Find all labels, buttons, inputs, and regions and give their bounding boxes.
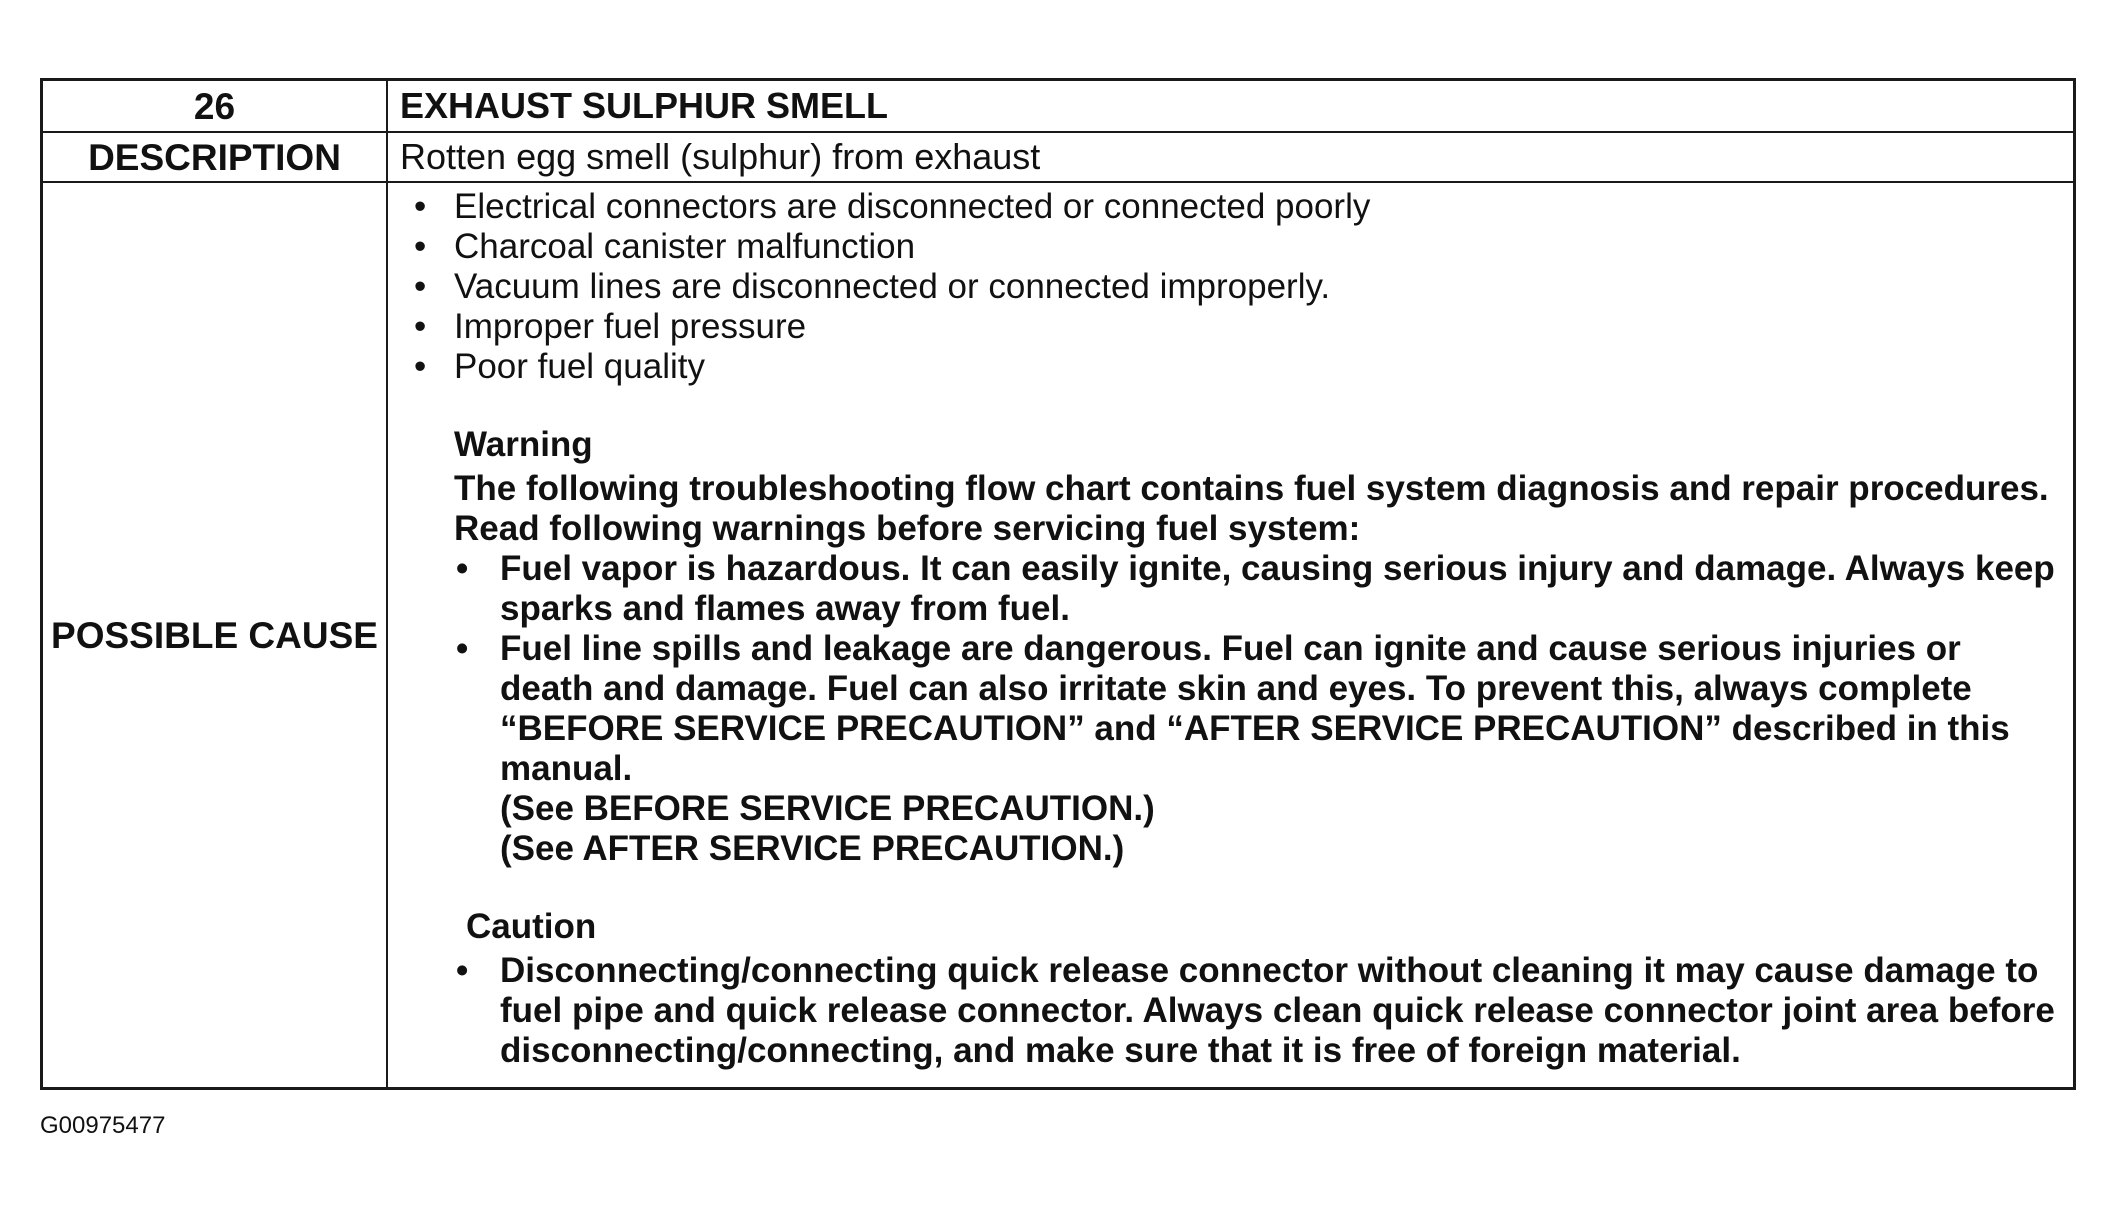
caution-block <box>466 907 2059 1071</box>
caution-item: • Disconnecting/connecting quick release connector without cleaning it may cause damage to fuel pipe and quick release connector. Always clean quick release connector joint area before disconnecting/connecting, and make sure that it is free of foreign material. <box>454 951 2059 1071</box>
caution-list <box>454 951 2059 1071</box>
see-before-reference: (See BEFORE SERVICE PRECAUTION.) <box>500 789 1155 828</box>
warning-list <box>454 549 2059 869</box>
step-number: 26 <box>43 81 387 132</box>
troubleshooting-grid <box>43 81 2073 1087</box>
warning-item: • Fuel vapor is hazardous. It can easily ignite, causing serious injury and damage. Always keep sparks and flames away from fuel. <box>454 549 2059 629</box>
description-row <box>43 132 2073 182</box>
possible-cause-label: POSSIBLE CAUSE <box>43 182 387 1087</box>
cause-item: • Vacuum lines are disconnected or connected improperly. <box>412 267 2059 307</box>
header-row <box>43 81 2073 132</box>
cause-item: • Electrical connectors are disconnected or connected poorly <box>412 187 2059 227</box>
see-after-reference: (See AFTER SERVICE PRECAUTION.) <box>500 829 1125 868</box>
cause-list <box>412 187 2059 387</box>
cause-item: • Improper fuel pressure <box>412 307 2059 347</box>
warning-block <box>454 425 2059 869</box>
warning-intro: The following troubleshooting flow chart contains fuel system diagnosis and repair procedures. Read following warnings before servicing fuel system: <box>454 469 2049 548</box>
caution-title: Caution <box>466 907 597 946</box>
troubleshooting-table <box>40 78 2076 1090</box>
figure-id: G00975477 <box>40 1112 166 1139</box>
cause-item: • Poor fuel quality <box>412 347 2059 387</box>
warning-item-text: Fuel line spills and leakage are dangerous. Fuel can ignite and cause serious injuries or death and damage. Fuel can also irritate skin and eyes. To prevent this, always complete “BEFORE SERVICE PRECAUTION” and “AFTER SERVICE PRECAUTION” described in this manual. <box>500 629 2010 788</box>
warning-title: Warning <box>454 425 593 464</box>
warning-item <box>454 629 2059 869</box>
description-text: Rotten egg smell (sulphur) from exhaust <box>387 132 2073 182</box>
possible-cause-content <box>387 182 2073 1087</box>
description-label: DESCRIPTION <box>43 132 387 182</box>
possible-cause-row <box>43 182 2073 1087</box>
cause-item: • Charcoal canister malfunction <box>412 227 2059 267</box>
symptom-title: EXHAUST SULPHUR SMELL <box>387 81 2073 132</box>
